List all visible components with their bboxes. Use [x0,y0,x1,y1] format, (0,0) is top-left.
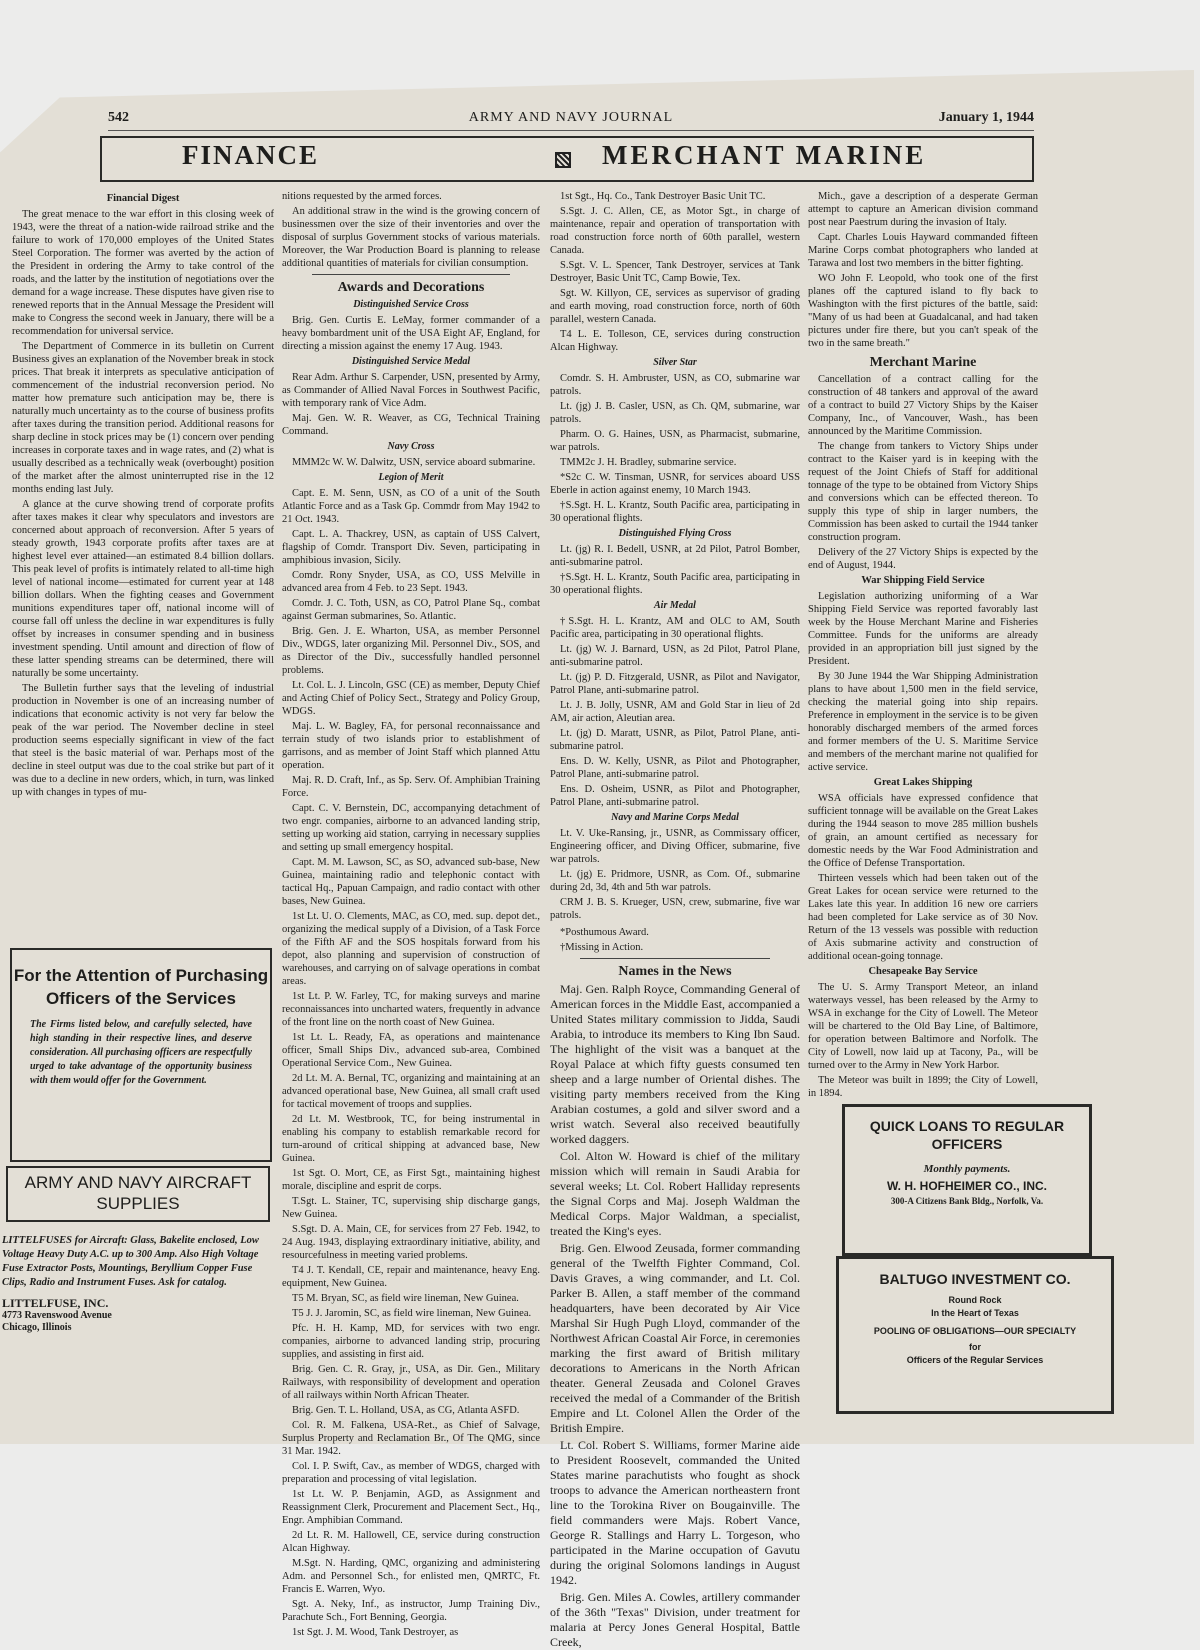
paragraph: Sgt. W. Killyon, CE, services as supervisor of grading and earth moving, road construction force, north of 60th parallel, western Canada. [550,288,800,325]
merchant-marine-heading: Merchant Marine [869,355,977,370]
paragraph: Pharm. O. G. Haines, USN, as Pharmacist, submarine, war patrols. [550,429,800,453]
paragraph: Brig. Gen. Curtis E. LeMay, former commander of a heavy bombardment unit of the USA Eight AF, England, for directing a mission against the enemy 17 Aug. 1943. [282,315,540,352]
ornament-icon [555,152,571,168]
financial-digest-heading: Financial Digest [106,193,180,204]
ad-title: For the Attention of Purchasing Officers of the Services [13,966,269,1008]
paragraph: Brig. Gen. J. E. Wharton, USA, as member Personnel Div., WDGS, later organizing Mil. Personnel Div., SOS, and as Director of the Div., successfully handled personnel problems. [282,626,540,676]
paragraph: T5 J. J. Jaromin, SC, as field wire lineman, New Guinea. [292,1308,532,1319]
subheading: Distinguished Flying Cross [618,528,732,539]
baltugo-ad [836,1256,1114,1414]
ad-title: BALTUGO INVESTMENT CO. [879,1271,1071,1287]
paragraph: Col. Alton W. Howard is chief of the military mission which will remain in Saudi Arabia for several weeks; Lt. Col. Robert Halliday represents the Signal Corps and Maj. Joseph Waldman the Medical Corps. Major Waldman, a specialist, treated the King's eyes. [550,1149,800,1238]
paragraph: Col. R. M. Falkena, USA-Ret., as Chief of Salvage, Surplus Property and Reclamation Br., Of The QMG, since 31 Mar. 1942. [282,1420,540,1457]
names-in-news-heading: Names in the News [618,964,732,979]
paragraph: S.Sgt. D. A. Main, CE, for services from 27 Feb. 1942, to 24 Aug. 1943, displaying extraordinary initiative, ability, and resourcefulness in meeting varied problems. [282,1224,540,1261]
paragraph: The Department of Commerce in its bulletin on Current Business gives an explanation of the November break in stock prices. That break it interprets as speculative anticipation of commencement of the industrial reconversion period. No matter how premature such anticipation may be, there is naturally much uncertainty as to the course of business profits after taxes during the transition period. Additional reasons for sharp decline in stock prices may be (1) concern over pending increases in corporate taxes and in wage rates, and (2) what is usually described as a technically weak (overbought) position of the market after the almost uninterrupted rise in the 12 months ending last July. [12,341,274,495]
ad-line: for [969,1342,981,1352]
ad-line: In the Heart of Texas [931,1308,1019,1318]
ad-line: Round Rock [948,1295,1002,1305]
paragraph: 2d Lt. M. A. Bernal, TC, organizing and maintaining at an advanced operational base, New Guinea, all small craft used for tactical movement of troops and supplies. [282,1073,540,1110]
column-awards [282,190,540,1638]
running-header [108,108,1034,131]
paragraph: Maj. L. W. Bagley, FA, for personal reconnaissance and terrain study of two islands prior to establishment of garrisons, and as member of Joint Staff which planned Attu operation. [282,721,540,771]
paragraph: Lt. (jg) R. I. Bedell, USNR, at 2d Pilot, Patrol Bomber, anti-submarine patrol. [550,544,800,568]
paragraph: Maj. R. D. Craft, Inf., as Sp. Serv. Of. Amphibian Training Force. [282,775,540,799]
column-financial-digest [12,190,274,970]
ad-address: Chicago, Illinois [2,1322,72,1333]
ad-company: W. H. HOFHEIMER CO., INC. [886,1179,1047,1193]
ad-line: Officers of the Regular Services [906,1355,1044,1365]
paragraph: T5 M. Bryan, SC, as field wire lineman, New Guinea. [292,1293,519,1304]
ad-address: 300-A Citizens Bank Bldg., Norfolk, Va. [890,1196,1044,1206]
paragraph: Delivery of the 27 Victory Ships is expected by the end of August, 1944. [808,547,1038,571]
paragraph: †S.Sgt. H. L. Krantz, AM and OLC to AM, South Pacific area, participating in 30 operational flights. [550,616,800,640]
subheading: Great Lakes Shipping [873,777,973,788]
merchant-marine-list [808,373,1038,572]
paragraph: T4 J. T. Kendall, CE, repair and maintenance, heavy Eng. equipment, New Guinea. [282,1265,540,1289]
subheading: War Shipping Field Service [861,575,985,586]
paragraph: Comdr. Rony Snyder, USA, as CO, USS Melville in advanced area from 4 Feb. to 23 Sept. 1943. [282,570,540,594]
paragraph: 2d Lt. M. Westbrook, TC, for being instrumental in enabling his company to establish remarkable record for turn-around of critical shipping at advanced base, New Guinea. [282,1114,540,1164]
legion-of-merit-list [282,487,540,1639]
paragraph: Capt. Charles Louis Hayward commanded fifteen Marine Corps combat photographers who landed at Tarawa and lost two members in the bitter fighting. [808,232,1038,269]
paragraph: MMM2c W. W. Dalwitz, USN, service aboard submarine. [292,457,536,468]
paragraph: 1st Lt. U. O. Clements, MAC, as CO, med. sup. depot det., organizing the medical supply of a Division, of a Task Force of the Fifth AF and the SOS hospitals forward from his depot, also planning and supervision of construction of warehouses, and carrying on of salvage operations in combat areas. [282,911,540,987]
footnote: †Missing in Action. [560,942,644,953]
paragraph: nitions requested by the armed forces. [282,191,442,202]
paragraph: Maj. Gen. Ralph Royce, Commanding General of American forces in the Middle East, accompanied a United States military commission to Jidda, Saudi Arabia, to introduce its members to King Ibn Saud. The highlight of the visit was a banquet at the Royal Palace at which fifty guests consumed ten sheep and a large number of Oriental dishes. The visiting party members received from the King Arabian costumes, a gold and silver sword and a wrist watch. Several also received beautifully worked daggers. [550,982,800,1146]
paragraph: M.Sgt. N. Harding, QMC, organizing and administering Adm. and Personnel Sch., for enlisted men, QMRTC, Ft. Francis E. Warren, Wyo. [282,1558,540,1595]
paragraph: Lt. (jg) P. D. Fitzgerald, USNR, as Pilot and Navigator, Patrol Plane, anti-submarine patrol. [550,672,800,696]
paragraph: Capt. C. V. Bernstein, DC, accompanying detachment of two engr. companies, airborne to an advanced landing strip, setting up working aid station, carrying in necessary supplies and setting up small emergency hospital. [282,803,540,853]
quick-loans-ad [842,1104,1092,1256]
subheading: Chesapeake Bay Service [868,966,978,977]
ad-body: LITTELFUSES for Aircraft: Glass, Bakelite enclosed, Low Voltage Heavy Duty A.C. up to 300 Amp. Also High Voltage Fuse Extractor Posts, Mountings, Beryllium Copper Fuse Clips, Radio and Instrument Fuses. Ask for catalog. [2,1235,259,1288]
silver-star-list [550,372,800,525]
finance-title: FINANCE [182,140,320,170]
purchasing-officers-ad [10,948,272,1162]
column-awards-names [550,190,800,1649]
paragraph: Ens. D. W. Kelly, USNR, as Pilot and Photographer, Patrol Plane, anti-submarine patrol. [550,756,800,780]
divider [312,274,510,275]
paragraph: †S.Sgt. H. L. Krantz, South Pacific area, participating in 30 operational flights. [550,572,800,596]
page-content [0,108,1194,1649]
paragraph: Capt. L. A. Thackrey, USN, as captain of USS Calvert, flagship of Comdr. Transport Div. Seven, participating in amphibious invasion, Sicily. [282,529,540,566]
paragraph: 1st Lt. P. W. Farley, TC, for making surveys and marine reconnaissances into uncharted waters, frequently in advance of the front line on the north coast of New Guinea. [282,991,540,1028]
subheading: Navy and Marine Corps Medal [611,812,739,823]
littelfuse-ad-text [2,1234,272,1334]
issue-date: January 1, 1944 [938,110,1034,125]
subheading: Distinguished Service Cross [353,299,469,310]
aircraft-supplies-ad [6,1166,270,1222]
paragraph: Thirteen vessels which had been taken out of the Great Lakes for ocean service were returned to the Lakes late this year. In addition 16 new ore carriers had been completed for Lake service as of 30 Nov. Return of the 13 vessels was possible with reduction of Axis submarine activity and construction of additional ocean-going tonnage. [808,873,1038,962]
paragraph: †S.Sgt. H. L. Krantz, South Pacific area, participating in 30 operational flights. [550,500,800,524]
paragraph: Legislation authorizing uniforming of a War Shipping Field Service was reported favorably last week by the House Merchant Marine and Fisheries Committee. Funds for the uniforms are already provided in an appropriation bill just signed by the President. [808,591,1038,667]
paragraph: The great menace to the war effort in this closing week of 1943, were the threat of a nation-wide railroad strike and the failure to work of 170,000 employes of the United States Steel Corporation. The former was averted by the action of the President in ordering the Army to take control of the roads, and the latter by the institution of negotiations over the demand for a wage increase. These disputes have given rise to renewed reports that in the Annual Message the President will make to Congress the second week in January, there will be a recommendation for universal service. [12,209,274,337]
paragraph: Brig. Gen. Elwood Zeusada, former commanding general of the Twelfth Fighter Command, Col. Davis Graves, a wing commander, and Lt. Col. Parker B. Allen, a staff member of the command headquarters, have been decorated by Air Vice Marshal Sir Hugh Pugh Lloyd, commander of the Northwest African Coastal Air Force, in ceremonies marking the first award of British military decorations to Americans in the North African theater. General Zeusada and Colonel Graves received the medal of a Commander of the British Empire and Lt. Colonel Allen the Order of the British Empire. [550,1241,800,1435]
paragraph: Lt. V. Uke-Ransing, jr., USNR, as Commissary officer, Engineering officer, and Diving Officer, submarine, five war patrols. [550,828,800,865]
subheading: Legion of Merit [378,472,444,483]
paragraph: Lt. Col. L. J. Lincoln, GSC (CE) as member, Deputy Chief and Acting Chief of Policy Sect., Strategy and Policy Group, WDGS. [282,680,540,717]
paragraph: By 30 June 1944 the War Shipping Administration plans to have about 1,500 men in the field service, checking the material going into ship repairs. Preference in employment in the service is to be given honorably discharged members of the armed forces and former members of the U. S. Maritime Service and members of the merchant marine not qualified for active service. [808,671,1038,773]
paragraph: Comdr. S. H. Ambruster, USN, as CO, submarine war patrols. [550,373,800,397]
paragraph: Capt. E. M. Senn, USN, as CO of a unit of the South Atlantic Force and as a Task Gp. Commdr from May 1942 to 21 Oct. 1943. [282,488,540,525]
paragraph: 1st Sgt. O. Mort, CE, as First Sgt., maintaining highest morale, discipline and esprit de corps. [282,1168,540,1192]
paragraph: Capt. M. M. Lawson, SC, as SO, advanced sub-base, New Guinea, maintaining radio and telephonic contact with tactical Hq., Papuan Campaign, and radio contact with other bases, New Guinea. [282,857,540,907]
paragraph: Ens. D. Osheim, USNR, as Pilot and Photographer, Patrol Plane, anti-submarine patrol. [550,784,800,808]
paragraph: S.Sgt. V. L. Spencer, Tank Destroyer, services at Tank Destroyer, Basic Unit TC, Camp Bowie, Tex. [550,260,800,284]
paragraph: 1st Sgt. J. M. Wood, Tank Destroyer, as [292,1627,459,1638]
paragraph: Lt. (jg) E. Pridmore, USNR, as Com. Of., submarine during 2d, 3d, 4th and 5th war patrols. [550,869,800,893]
paragraph: An additional straw in the wind is the growing concern of businessmen over the size of their inventories and over the disposal of surplus Government stocks of various materials. Moreover, the War Production Board is planning to release additional quantities of materials for civilian consumption. [282,206,540,269]
paragraph: The Bulletin further says that the leveling of industrial production in November is one of an increasing number of indications that economic activity is not very far below the peak of the war period. The November decline in steel production seems especially significant in view of the fact that steel is the basic material of war. Perhaps most of the decline in steel output was due to the coal strike but part of it was due to a decline in new orders, which, in turn, was linked up with changes in types of mu- [12,683,274,798]
paragraph: T4 L. E. Tolleson, CE, services during construction Alcan Highway. [550,329,800,353]
great-lakes-list [808,792,1038,963]
paragraph: Lt. Col. Robert S. Williams, former Marine aide to President Roosevelt, commanded the United States marine parachutists who fought as shock troops to advance the American northeastern front line to the Torokina River on Bougainville. The field commanders were Majs. Robert Vance, George R. Stallings and Harry L. Torgeson, who participated in the Marine occupation of Gavutu during the original Solomons landings in August 1942. [550,1438,800,1587]
page-number: 542 [108,110,129,125]
column-merchant-marine [808,190,1038,1099]
news-list [550,982,800,1650]
merchant-marine-title: MERCHANT MARINE [602,140,927,170]
divider [580,958,770,959]
paragraph: Mich., gave a description of a desperate German attempt to capture an American division command post near Paestrum during the invasion of Italy. [808,191,1038,228]
paragraph: The change from tankers to Victory Ships under contract to the Kaiser yard is in keeping with the request of the Joint Chiefs of Staff for additional tonnage of the type to be obtained from Victory Ships and conversions which can be effected thereon. To supply this type of ship in larger numbers, the Commission has been asked to curtail the 1944 tanker construction program. [808,441,1038,543]
paragraph: Brig. Gen. C. R. Gray, jr., USA, as Dir. Gen., Military Railways, with responsibility of development and operation of all railways within North African Theater. [282,1364,540,1401]
paragraph: TMM2c J. H. Bradley, submarine service. [560,457,737,468]
ad-title: ARMY AND NAVY AIRCRAFT SUPPLIES [24,1173,252,1213]
ad-company: LITTELFUSE, INC. [2,1296,109,1310]
paragraph: 1st Lt. L. Ready, FA, as operations and maintenance officer, Small Ships Div., advanced sub-area, Combined Operational Service Com., New Guinea. [282,1032,540,1069]
paragraph: Maj. Gen. W. R. Weaver, as CG, Technical Training Command. [282,413,540,437]
paragraph: Comdr. J. C. Toth, USN, as CO, Patrol Plane Sq., combat against German submarines, So. Atlantic. [282,598,540,622]
subheading: Distinguished Service Medal [351,356,471,367]
ad-line: POOLING OF OBLIGATIONS—OUR SPECIALTY [873,1326,1077,1336]
paragraph: Brig. Gen. Miles A. Cowles, artillery commander of the 36th "Texas" Division, under treatment for malaria at Percy Jones General Hospital, Battle Creek, [550,1590,800,1649]
paragraph: *S2c C. W. Tinsman, USNR, for services aboard USS Eberle in action against enemy, 10 March 1943. [550,472,800,496]
paragraph: 1st Sgt., Hq. Co., Tank Destroyer Basic Unit TC. [560,191,766,202]
chesapeake-list [808,981,1038,1100]
navy-marine-medal-list [550,827,800,922]
subheading: Silver Star [653,357,697,368]
air-medal-list [550,615,800,809]
subheading: Air Medal [654,600,696,611]
section-masthead [100,136,1034,182]
paragraph: 1st Lt. W. P. Benjamin, AGD, as Assignment and Reassignment Clerk, Procurement and Placement Sect., Hq., Engr. Amphibian Command. [282,1489,540,1526]
paragraph: Rear Adm. Arthur S. Carpender, USN, presented by Army, as Commander of Allied Naval Forces in Southwest Pacific, with temporary rank of Vice Adm. [282,372,540,409]
paragraph: CRM J. B. S. Krueger, USN, crew, submarine, five war patrols. [550,897,800,921]
ad-subtitle: Monthly payments. [923,1163,1011,1175]
paragraph: The U. S. Army Transport Meteor, an inland waterways vessel, has been released by the Army to WSA in exchange for the City of Lowell. The Meteor will be chartered to the Old Bay Line, of Baltimore, for operation between Baltimore and Norfolk. The City of Lowell, now laid up at Tacony, Pa., will be turned over to the Army in New York Harbor. [808,982,1038,1071]
paragraph: 2d Lt. R. M. Hallowell, CE, service during construction Alcan Highway. [282,1530,540,1554]
news-continued [808,190,1038,350]
paragraph: Lt. (jg) J. B. Casler, USN, as Ch. QM, submarine, war patrols. [550,401,800,425]
paragraph: Col. I. P. Swift, Cav., as member of WDGS, charged with preparation and processing of vital legislation. [282,1461,540,1485]
paragraph: Brig. Gen. T. L. Holland, USA, as CG, Atlanta ASFD. [292,1405,520,1416]
paragraph: Pfc. H. H. Kamp, MD, for services with two engr. companies, airborne to advanced landing strip, procuring supplies, and assisting in first aid. [282,1323,540,1360]
footnote: *Posthumous Award. [560,927,649,938]
ad-body: The Firms listed below, and carefully selected, have high standing in their respective lines, and deserve consideration. All purchasing officers are respectfully urged to take advantage of the opportunity business with them would offer for the Government. [30,1019,252,1086]
paragraph: WO John F. Leopold, who took one of the first planes off the captured island to fly back to Washington with the first pictures of the battle, said: "Many of us had been at Guadalcanal, and had taken pictures under fire there, but you can't speak of the two in the same breath." [808,273,1038,349]
field-service-list [808,590,1038,774]
paragraph: Lt. J. B. Jolly, USNR, AM and Gold Star in lieu of 2d AM, air action, Aleutian area. [550,700,800,724]
paragraph: Cancellation of a contract calling for the construction of 48 tankers and approval of the award of a contract to build 27 Victory Ships by the Kaiser Company, Inc., of Vancouver, Wash., has been announced by the Maritime Commission. [808,374,1038,437]
paragraph: The Meteor was built in 1899; the City of Lowell, in 1894. [808,1075,1038,1099]
paragraph: WSA officials have expressed confidence that sufficient tonnage will be available on the Great Lakes during the 1944 season to move 285 million bushels of grain, an amount certified as necessary for domestic needs by the War Food Administration and the Office of Defense Transportation. [808,793,1038,869]
paragraph: T.Sgt. L. Stainer, TC, supervising ship discharge gangs, New Guinea. [282,1196,540,1220]
paragraph: S.Sgt. J. C. Allen, CE, as Motor Sgt., in charge of maintenance, repair and operation of transportation with road construction force north of 60th parallel, western Canada. [550,206,800,256]
ad-title: QUICK LOANS TO REGULAR OFFICERS [869,1118,1065,1152]
ad-address: 4773 Ravenswood Avenue [2,1310,112,1321]
flying-cross-list [550,543,800,597]
awards-heading: Awards and Decorations [337,280,485,295]
journal-title: ARMY AND NAVY JOURNAL [468,110,674,125]
paragraph: A glance at the curve showing trend of corporate profits after taxes makes it clear why speculators and investors are concerned about approach of reconversion. After 5 years of steady growth, 1943 corporate profits after taxes are at highest level ever attained—an estimated 8.4 billion dollars. This peak level of profits is intimately related to all-time high level of national income—estimated for current year at 148 billion dollars. When the fighting ceases and Government munitions expenditures taper off, national income will of course fall off unless the decline in war expenditures is fully offset by increases in consumer spending and in business investment spending. Until amount and direction of flow of these latter spending streams can be determined, there will naturally be some uncertainty. [12,499,274,679]
subheading: Navy Cross [387,441,435,452]
paragraph: Lt. (jg) W. J. Barnard, USN, as 2d Pilot, Patrol Plane, anti-submarine patrol. [550,644,800,668]
awards-continued [550,190,800,354]
paragraph: Lt. (jg) D. Maratt, USNR, as Pilot, Patrol Plane, anti-submarine patrol. [550,728,800,752]
paragraph: Sgt. A. Neky, Inf., as instructor, Jump Training Div., Parachute Sch., Fort Benning, Georgia. [282,1599,540,1623]
